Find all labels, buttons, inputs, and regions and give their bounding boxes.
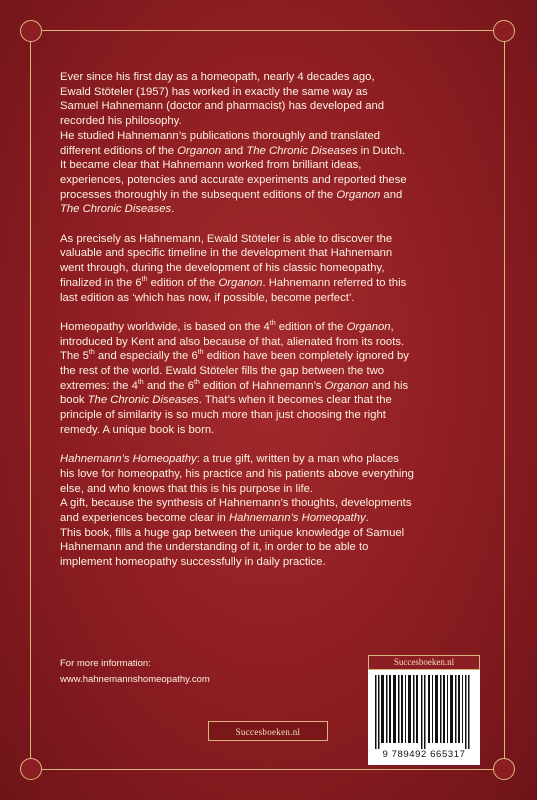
blurb-paragraph-3: It became clear that Hahnemann worked from brilliant ideas, experiences, potencies and accurate experiments and reported these processes thoroughly in the subsequent editions of the Organon and The Chronic Diseases.	[60, 159, 407, 216]
blurb-paragraph-2: He studied Hahnemann’s publications thoroughly and translated different editions of the Organon and The Chronic Diseases in Dutch.	[60, 129, 406, 157]
frame-corner-ornament	[493, 758, 515, 780]
barcode-icon	[373, 675, 475, 749]
frame-corner-ornament	[20, 758, 42, 780]
blurb-paragraph-6: Hahnemann’s Homeopathy: a true gift, written by a man who places his love for homeopathy, his practice and his patients above everything else, and who knows that this is his purpose in life.	[60, 453, 414, 495]
blurb-paragraph-8: This book, fills a huge gap between the unique knowledge of Samuel Hahnemann and the understanding of it, in order to be able to implement homeopathy successfully in daily practice.	[60, 526, 405, 569]
blurb-paragraph-4: As precisely as Hahnemann, Ewald Stöteler is able to discover the valuable and specific timeline in the development that Hahnemann went through, during the development of his classic homeopathy, finalized in the 6th edition of the Organon. Hahnemann referred to this last edition as ‘which has now, if possible, become perfect’.	[60, 232, 407, 304]
blurb-paragraph-1: Ever since his first day as a homeopath, nearly 4 decades ago, Ewald Stöteler (1957) has worked in exactly the same way as Samuel Hahnemann (doctor and pharmacist) has developed and recorded his philosophy.	[60, 71, 385, 128]
blurb-text	[60, 70, 480, 570]
blurb-paragraph-7: A gift, because the synthesis of Hahnemann’s thoughts, developments and experiences become clear in Hahnemann’s Homeopathy.	[60, 497, 412, 525]
more-info-label: For more information:	[60, 658, 151, 669]
barcode-publisher-label: Succesboeken.nl	[368, 655, 480, 670]
frame-corner-ornament	[493, 20, 515, 42]
blurb-paragraph-5: Homeopathy worldwide, is based on the 4th edition of the Organon, introduced by Kent and also because of that, alienated from its roots. The 5th and especially the 6th edition have been completely ignored by the rest of the world. Ewald Stöteler fills the gap between the two extremes: the 4th and the 6th edition of Hahnemann’s Organon and his book The Chronic Diseases. That’s when it becomes clear that the principle of similarity is so much more than just choosing the right remedy. A unique book is born.	[60, 320, 409, 436]
publisher-logo: Succesboeken.nl	[208, 721, 328, 741]
more-info-block	[60, 656, 210, 688]
website-url[interactable]: www.hahnemannshomeopathy.com	[60, 674, 210, 685]
barcode-panel	[368, 655, 480, 765]
frame-corner-ornament	[20, 20, 42, 42]
isbn-number: 9 789492 665317	[382, 749, 466, 760]
